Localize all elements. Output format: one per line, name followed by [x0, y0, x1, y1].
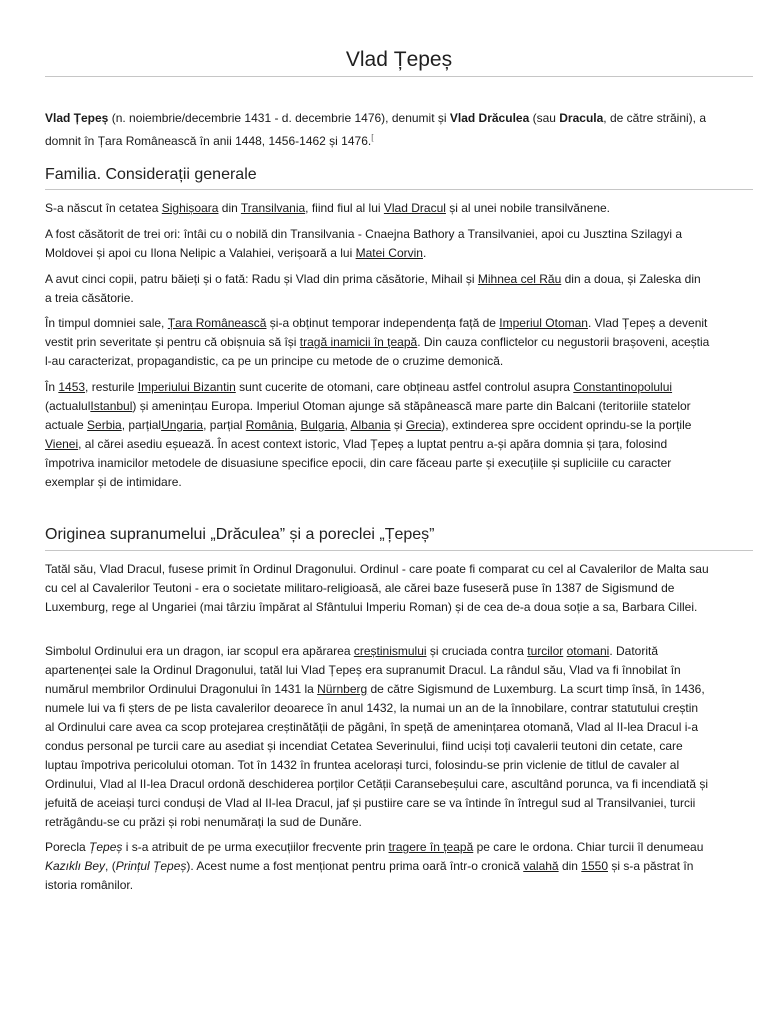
link-bulgaria[interactable]: Bulgaria — [300, 418, 345, 432]
intro-alias: Vlad Drăculea — [449, 111, 530, 125]
title-divider — [45, 76, 753, 77]
paragraph-marriages: A fost căsătorit de trei ori: întâi cu o nobilă din Transilvania - Cnaejna Bathory a Transilvaniei, apoi cu Jusztina Szilagyi a Moldovei și apoi cu Ilona Nelipic a Valahiei, verișoară a lui Matei Corvin. — [45, 227, 683, 260]
link-romania[interactable]: România — [245, 418, 294, 432]
paragraph-dracul-origin: Simbolul Ordinului era un dragon, iar scopul era apărarea creștinismului și cruciada contra turcilor otomani. Datorită apartenenței sale la Ordinul Dragonului, tatăl lui Vlad Țepeș era supranumit Dracul. La rândul său, Vlad va fi înnobilat în numărul membrilor Ordinului Dragonului în 1431 la Nürnberg de către Sigismund de Luxemburg. La scurt timp însă, în 1436, numele lui va fi șters de pe lista cavalerilor deoarece în anul 1432, la numai un an de la înnobilare, contrar statutului creștin al Ordinului care avea ca scop protejarea creștinătății de păgâni, în speță de amenințarea otomană, Vlad al II-lea Dracul i-a condus personal pe turcii care au asediat și incendiat Cetatea Severinului, fiind uciși toți cavalerii teutoni din cetate, care luptau împotriva pericolului otoman. Tot în 1432 în fruntea acelorași turci, folosindu-se prin viclenie de titlul de cavaler al Ordinului, Vlad al II-lea Dracul ordonă deschiderea porților Cetății Caransebeșului care, ascultând porunca, va fi incendiată și jefuită de aceiași turci conduși de Vlad al II-lea Dracul, jaf și pustiire care se va întinde în întregul sud al Transilvaniei, turcii retrăgându-se cu prăzi și robi nenumărați la sud de Dunăre. — [45, 644, 709, 829]
link-grecia[interactable]: Grecia — [405, 418, 442, 432]
link-1550[interactable]: 1550 — [581, 859, 608, 873]
paragraph-order-of-dragon: Tatăl său, Vlad Dracul, fusese primit în Ordinul Dragonului. Ordinul - care poate fi comparat cu cel al Cavalerilor de Malta sau cu cel al Cavalerilor Teutoni - era o societate militaro-religioasă, ale cărei baze fuseseră puse în 1387 de Sigismund de Luxemburg, rege al Ungariei (mai târziu împărat al Sfântului Imperiu Roman) și de cea de-a doua soție a sa, Barbara Cillei. — [45, 562, 709, 614]
link-albania[interactable]: Albania — [350, 418, 391, 432]
link-mihnea-cel-rau[interactable]: Mihnea cel Rău — [477, 272, 562, 286]
link-imperiul-otoman[interactable]: Imperiul Otoman — [499, 316, 588, 330]
paragraph-children: A avut cinci copii, patru băieți și o fată: Radu și Vlad din prima căsătorie, Mihail și Mihnea cel Rău din a doua, și Zaleska din a treia căsătorie. — [45, 272, 701, 305]
paragraph-context: În 1453, resturile Imperiului Bizantin sunt cucerite de otomani, care obțineau astfel controlul asupra Constantinopolului (actualulIstanbul) și amenințau Europa. Imperiul Otoman ajunge să stăpânească mare parte din Balcani (teritoriile statelor actuale Serbia, parțialUngaria, parțial România, Bulgaria, Albania și Grecia), extinderea spre occident oprindu-se la porțile Vienei, al cărei asediu eșuează. În acest context istoric, Vlad Țepeș a luptat pentru a-și apăra domnia și țara, folosind împotriva inamicilor metodele de disuasiune specifice epocii, din care făceau parte și execuțiile și supliciile cu caracter exemplar și de intimidare. — [45, 380, 692, 489]
link-vlad-dracul[interactable]: Vlad Dracul — [383, 201, 446, 215]
link-turci[interactable]: turcilor — [527, 644, 564, 658]
link-matei-corvin[interactable]: Matei Corvin — [355, 246, 423, 260]
link-valaha[interactable]: valahă — [523, 859, 559, 873]
section-heading-originea: Originea supranumelui „Drăculea” și a poreclei „Țepeș” — [45, 526, 435, 543]
section-divider — [45, 189, 753, 190]
intro-name: Vlad Țepeș — [45, 111, 109, 125]
paragraph-tepes-nickname: Porecla Țepeș i s-a atribuit de pe urma execuțiilor frecvente prin tragere în țeapă pe care le ordona. Chiar turcii îl denumeau Kazıklı Bey, (Prințul Țepeș). Acest nume a fost menționat pentru prima oară într-o cronică valahă din 1550 și s-a păstrat în istoria românilor. — [45, 840, 704, 892]
link-sighisoara[interactable]: Sighișoara — [161, 201, 219, 215]
link-constantinopol[interactable]: Constantinopolului — [573, 380, 673, 394]
link-imperiul-bizantin[interactable]: Imperiului Bizantin — [137, 380, 236, 394]
link-tragere-in-teapa-2[interactable]: tragere în țeapă — [388, 840, 474, 854]
paragraph-birth: S-a născut în cetatea Sighișoara din Transilvania, fiind fiul al lui Vlad Dracul și al unei nobile transilvănene. — [45, 201, 611, 215]
link-ungaria[interactable]: Ungaria — [161, 418, 204, 432]
link-nurnberg[interactable]: Nürnberg — [317, 682, 368, 696]
link-transilvania[interactable]: Transilvania — [240, 201, 306, 215]
section-divider — [45, 550, 753, 551]
link-crestinism[interactable]: creștinismului — [353, 644, 427, 658]
link-tara-romaneasca[interactable]: Țara Românească — [167, 316, 267, 330]
intro-paragraph: Vlad Țepeș (n. noiembrie/decembrie 1431 - d. decembrie 1476), denumit și Vlad Drăculea (sau Dracula, de către străini), a domnit în Țara Românească în anii 1448, 1456-1462 și 1476.[ — [45, 111, 707, 148]
link-otomani[interactable]: otomani — [566, 644, 610, 658]
link-tragere-in-teapa[interactable]: tragă inamicii în țeapă — [299, 335, 418, 349]
link-1453[interactable]: 1453 — [58, 380, 86, 394]
page-title: Vlad Țepeș — [345, 48, 453, 71]
paragraph-reign: În timpul domniei sale, Țara Românească și-a obținut temporar independența față de Imperiul Otoman. Vlad Țepeș a devenit vestit prin severitate și pentru că obișnuia să își tragă inamicii în țeapă. Din cauza conflictelor cu negustorii brașoveni, aceștia l-au caracterizat, propagandistic, ca pe un principe cu metode de o cruzime demonică. — [45, 316, 710, 368]
section-heading-familia: Familia. Considerații generale — [45, 166, 257, 183]
reference-mark[interactable]: [ — [371, 133, 374, 142]
intro-alias-foreign: Dracula — [559, 111, 604, 125]
link-viena[interactable]: Vienei — [45, 437, 79, 451]
link-serbia[interactable]: Serbia — [87, 418, 122, 432]
link-istanbul[interactable]: Istanbul — [90, 399, 133, 413]
